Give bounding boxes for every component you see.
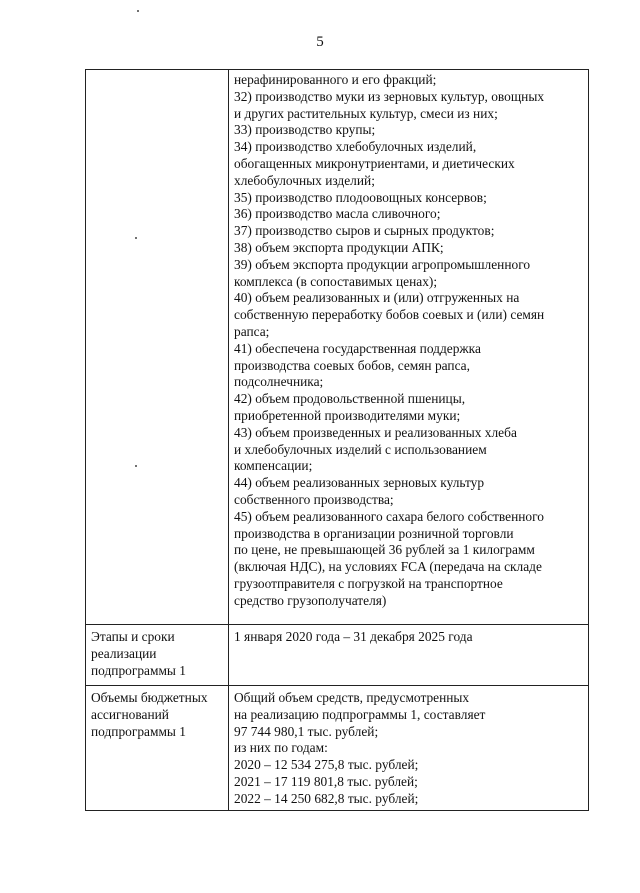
row-content-line: рапса; — [234, 323, 270, 339]
row-content-line: собственную переработку бобов соевых и (или) семян — [234, 307, 545, 323]
table-row — [86, 70, 589, 625]
row-content-line: производства соевых бобов, семян рапса, — [234, 357, 470, 373]
row-content-line: 39) объем экспорта продукции агропромышленного — [234, 256, 531, 272]
row-content-line: грузоотправителя с погрузкой на транспортное — [234, 575, 503, 591]
row-label-line: подпрограммы 1 — [91, 723, 186, 739]
row-content-line: 2020 – 12 534 275,8 тыс. рублей; — [234, 757, 419, 773]
row-content-cell — [229, 70, 589, 625]
row-content-cell — [229, 686, 589, 811]
scan-speck — [137, 10, 139, 12]
row-content-line: хлебобулочных изделий; — [234, 172, 375, 188]
row-content-line: из них по годам: — [234, 740, 328, 756]
row-content-line: 36) производство масла сливочного; — [234, 206, 441, 222]
row-content-line: и других растительных культур, смеси из них; — [234, 105, 498, 121]
table-row — [86, 625, 589, 686]
row-content-line: 40) объем реализованных и (или) отгруженных на — [234, 290, 520, 306]
row-content-line: 35) производство плодоовощных консервов; — [234, 189, 487, 205]
row-content-line: 44) объем реализованных зерновых культур — [234, 475, 485, 491]
row-content-cell — [229, 625, 589, 686]
row-content-line: собственного производства; — [234, 491, 394, 507]
row-content-line: 1 января 2020 года – 31 декабря 2025 года — [234, 629, 473, 644]
row-content-line: 32) производство муки из зерновых культур, овощных — [234, 88, 545, 104]
row-content-line: комплекса (в сопоставимых ценах); — [234, 273, 438, 289]
row-content-line: 97 744 980,1 тыс. рублей; — [234, 723, 379, 739]
row-label-line: ассигнований — [91, 706, 169, 722]
row-content-line: (включая НДС), на условиях FCA (передача на складе — [234, 559, 542, 575]
table-row — [86, 686, 589, 811]
row-content-line: приобретенной производителями муки; — [234, 407, 461, 423]
page-number: 5 — [316, 34, 324, 50]
row-content-line: 2022 – 14 250 682,8 тыс. рублей; — [234, 790, 419, 806]
row-label-cell — [86, 625, 229, 686]
row-label-line: Этапы и сроки — [91, 629, 175, 644]
row-content-line: 38) объем экспорта продукции АПК; — [234, 239, 444, 255]
row-content-line: по цене, не превышающей 36 рублей за 1 килограмм — [234, 542, 535, 558]
row-content-line: 37) производство сыров и сырных продуктов; — [234, 223, 495, 239]
row-content-line: средство грузополучателя) — [234, 592, 387, 608]
row-content-line: 34) производство хлебобулочных изделий, — [234, 139, 477, 155]
subprogram-passport-table — [85, 69, 589, 811]
row-content-line: подсолнечника; — [234, 374, 324, 390]
row-label-cell — [86, 686, 229, 811]
row-content-line: 42) объем продовольственной пшеницы, — [234, 391, 466, 407]
row-content-line: 43) объем произведенных и реализованных хлеба — [234, 424, 517, 440]
row-content-line: 33) производство крупы; — [234, 122, 376, 138]
row-content-line: обогащенных микронутриентами, и диетических — [234, 155, 515, 171]
row-label-line: подпрограммы 1 — [91, 662, 186, 678]
row-label-line: Объемы бюджетных — [91, 690, 208, 705]
row-content-line: 2021 – 17 119 801,8 тыс. рублей; — [234, 773, 418, 789]
row-content-line: 41) обеспечена государственная поддержка — [234, 340, 481, 356]
row-content-line: на реализацию подпрограммы 1, составляет — [234, 706, 486, 722]
row-content-line: компенсации; — [234, 458, 313, 474]
row-label-cell — [86, 70, 229, 625]
row-content-line: 45) объем реализованного сахара белого собственного — [234, 508, 544, 524]
row-content-line: Общий объем средств, предусмотренных — [234, 690, 470, 705]
row-content-line: производства в организации розничной торговли — [234, 525, 514, 541]
row-label-line: реализации — [91, 645, 157, 661]
row-content-line: и хлебобулочных изделий с использованием — [234, 441, 487, 457]
row-content-line: нерафинированного и его фракций; — [234, 72, 437, 87]
